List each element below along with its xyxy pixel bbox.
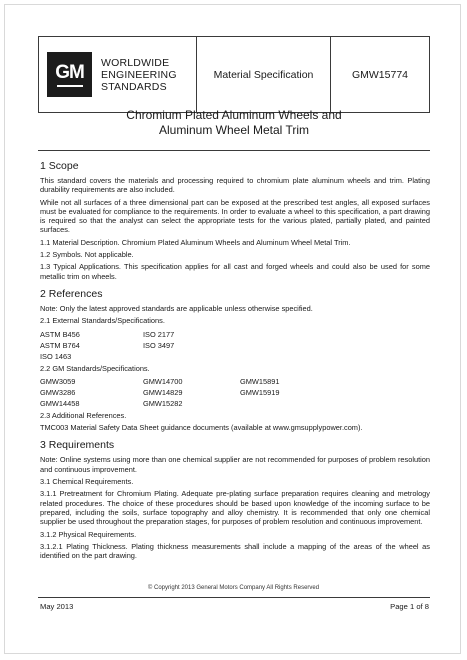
org-line-1: WORLDWIDE [101, 56, 170, 69]
note: Note: Online systems using more than one chemical supplier are not recommended for purposes of problem resolution and continuous improvement. [40, 455, 430, 474]
standard-ref [240, 398, 343, 409]
subheading: 2.3 Additional References. [40, 410, 127, 420]
standard-ref: GMW14700 [143, 376, 183, 386]
gm-logo [47, 52, 92, 97]
title-line-1: Chromium Plated Aluminum Wheels and [126, 108, 342, 122]
title-divider [38, 150, 430, 151]
document-header [38, 36, 430, 113]
section-heading: 3 Requirements [40, 439, 115, 452]
note: Note: Only the latest approved standards are applicable unless otherwise specified. [40, 303, 313, 313]
paragraph: 1.1 Material Description. Chromium Plated Aluminum Wheels and Aluminum Wheel Metal Trim. [40, 237, 351, 247]
spec-number: GMW15774 [351, 68, 409, 81]
footer-divider [38, 597, 430, 598]
gm-standards-list [40, 376, 430, 409]
org-line-3: STANDARDS [101, 80, 167, 93]
external-standards-list [40, 329, 430, 362]
spec-type: Material Specification [197, 37, 331, 112]
standard-ref: ISO 3497 [143, 340, 175, 350]
footer-date: May 2013 [40, 602, 74, 611]
standard-ref: GMW15919 [240, 387, 280, 397]
page-number: Page 1 of 8 [390, 602, 429, 611]
standard-ref: GMW3286 [40, 387, 76, 397]
standard-ref: ISO 2177 [143, 329, 175, 339]
standard-ref: GMW15282 [143, 398, 183, 408]
subheading: 2.1 External Standards/Specifications. [40, 316, 165, 326]
standard-ref: ISO 1463 [40, 351, 72, 361]
paragraph: 1.3 Typical Applications. This specification applies for all cast and forged wheels and could also be used for some metallic trim on wheels. [40, 262, 430, 281]
document-title [38, 108, 430, 138]
document-body [40, 160, 430, 567]
section-heading: 2 References [40, 287, 103, 300]
section-references [40, 288, 430, 432]
paragraph: This standard covers the materials and processing required to chromium plate aluminum wheels and trim. Plating durability requirements are also included. [40, 176, 430, 195]
org-name [101, 57, 177, 93]
org-line-2: ENGINEERING [101, 68, 177, 81]
title-line-2: Aluminum Wheel Metal Trim [158, 123, 310, 137]
standard-ref: GMW3059 [40, 376, 76, 386]
copyright-notice: © Copyright 2013 General Motors Company All Rights Reserved [147, 585, 320, 591]
standard-ref: GMW15891 [240, 376, 280, 386]
paragraph: 3.1.2.1 Plating Thickness. Plating thickness measurements shall include a mapping of the areas of the wheel as identified on the part drawing. [40, 541, 430, 561]
paragraph: TMC003 Material Safety Data Sheet guidance documents (available at www.gmsupplypower.com). [40, 423, 363, 433]
paragraph: 1.2 Symbols. Not applicable. [40, 250, 134, 260]
section-heading: 1 Scope [40, 160, 79, 172]
standard-ref: GMW14458 [40, 398, 80, 408]
gm-logo-underline [57, 85, 83, 87]
section-requirements [40, 439, 430, 560]
section-scope [40, 160, 430, 281]
standard-ref: GMW14829 [143, 387, 183, 397]
subheading: 3.1 Chemical Requirements. [40, 477, 134, 487]
subheading: 3.1.2 Physical Requirements. [40, 529, 137, 539]
paragraph: 3.1.1 Pretreatment for Chromium Plating. Adequate pre-plating surface preparation requires cleaning and metrology related procedures. The choice of these procedures should be based upon knowledge of the incoming surface to be prepared, including the soils, surface topography and alloy chemistry. It is recommended that only one chemical supplier be used throughout the preparation stages, for purposes of problem resolution and continuous improvement. [40, 489, 430, 527]
standard-ref: ASTM B456 [40, 329, 80, 339]
standard-ref: ASTM B764 [40, 340, 80, 350]
paragraph: While not all surfaces of a three dimensional part can be exposed at the prescribed test angles, all exposed surfaces must be evaluated for compliance to the requirements. In order to evaluate a wheel to this specification, a part drawing is required so that the analyst can select the appropriate tests for the various plated, partially plated, and painted surfaces. [40, 197, 430, 235]
standard-ref [143, 351, 246, 362]
brand-cell [39, 37, 197, 112]
gm-logo-text: GM [55, 61, 84, 83]
subheading: 2.2 GM Standards/Specifications. [40, 363, 150, 373]
